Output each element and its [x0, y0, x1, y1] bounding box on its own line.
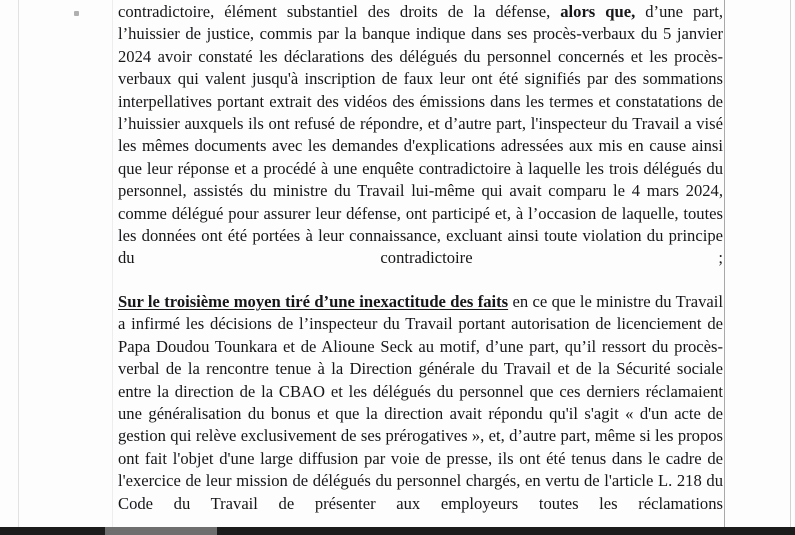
paragraph-1-segment-3: d’une part, l’huissier de justice, commis par la banque indique dans ses procès-verbaux du 5 janvier 2024 avoir constaté les déclarations des délégués du personnel concernés et les procès-verbaux qui valent jusqu'à inscription de faux leur ont été signifiés par des sommations interpellatives portant extrait des vidéos des émissions dans les termes et constatations de l’huissier auxquels ils ont refusé de répondre, et d’autre part, l'inspecteur du Travail a visé les mêmes documents avec les demandes d'explications adressées aux mis en cause ainsi que leur réponse et a procédé à une enquête contradictoire à laquelle les trois délégués du personnel, assistés du ministre du Travail lui-même qui avait comparu le 4 mars 2024, comme délégué pour assurer leur défense, ont participé et, à l’occasion de laquelle, toutes les données ont été portées à leur connaissance, excluant ainsi toute violation du principe du contradictoire ;: [118, 2, 723, 268]
left-scan-guide-line: [18, 0, 19, 535]
moyen-heading: Sur le troisième moyen tiré d’une inexactitude des faits: [118, 291, 509, 311]
document-text-body: [118, 0, 723, 515]
inner-scan-guide-line: [112, 0, 113, 535]
right-page-edge-line: [724, 0, 725, 535]
bottom-scan-edge-band-gray: [105, 527, 217, 535]
paragraph-troisieme-moyen: [118, 291, 723, 515]
paragraph-1-segment-1: contradictoire, élément substantiel des droits de la défense,: [118, 2, 561, 21]
emphasis-alors-que: alors que,: [560, 2, 636, 21]
far-right-scan-line: [790, 0, 791, 535]
dust-speck: [74, 11, 79, 16]
paragraph-contradictoire: [118, 0, 723, 270]
paragraph-2-segment-2: en ce que le ministre du Travail a infirmé les décisions de l’inspecteur du Travail portant autorisation de licenciement de Papa Doudou Tounkara et de Alioune Seck au motif, d’une part, qu’il ressort du procès-verbal de la rencontre tenue à la Direction générale du Travail et de la Sécurité sociale entre la direction de la CBAO et les délégués du personnel que ces derniers réclamaient une généralisation du bonus et que la direction avait répondu qu'il s'agit « d'un acte de gestion qui relève exclusivement de ses prérogatives », et, d’autre part, même si les propos ont fait l'objet d'une large diffusion par voie de presse, ils ont été tenus dans le cadre de l'exercice de leur mission de délégués du personnel chargés, en vertu de l'article L. 218 du Code du Travail de présenter aux employeurs toutes les réclamations: [118, 291, 723, 513]
